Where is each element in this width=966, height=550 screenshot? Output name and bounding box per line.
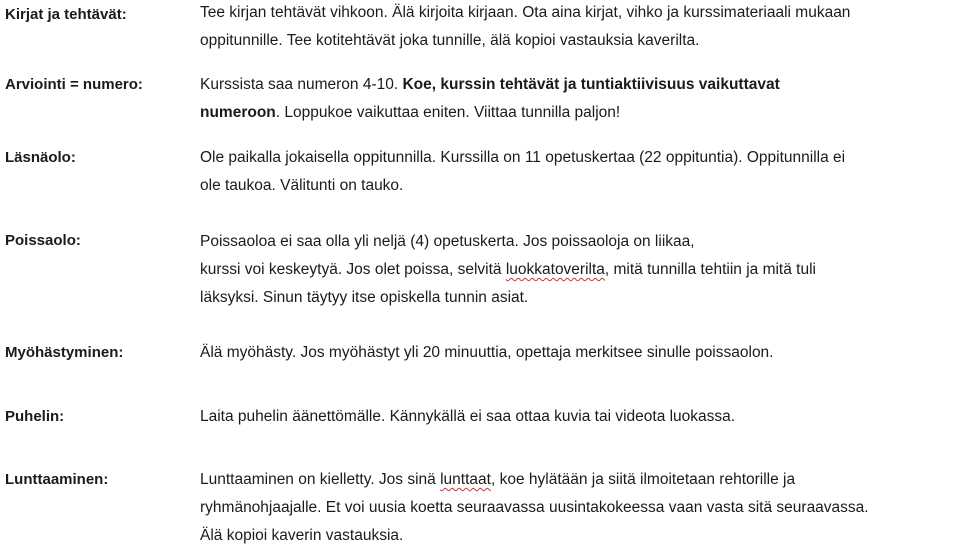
text-run: , koe hylätään ja siitä ilmoitetaan rehtorille ja bbox=[490, 471, 796, 488]
text-run: Lunttaaminen on kielletty. Jos sinä bbox=[200, 471, 441, 488]
description-line: Älä kopioi kaverin vastauksia. bbox=[200, 527, 404, 544]
description-line: Ole paikalla jokaisella oppitunnilla. Kurssilla on 11 opetuskertaa (22 oppituntia). Oppitunnilla ei bbox=[200, 149, 846, 166]
rule-term: Läsnäolo: bbox=[5, 149, 76, 166]
spellcheck-flagged-word[interactable]: lunttaat bbox=[440, 471, 491, 488]
text-run: kurssi voi keskeytyä. Jos olet poissa, selvitä bbox=[200, 261, 506, 278]
rule-description bbox=[200, 403, 964, 431]
description-line: Poissaoloa ei saa olla yli neljä (4) opetuskerta. Jos poissaoloja on liikaa, bbox=[200, 233, 695, 250]
description-line: Laita puhelin äänettömälle. Kännykällä ei saa ottaa kuvia tai videota luokassa. bbox=[200, 408, 736, 425]
description-line bbox=[200, 71, 964, 99]
rule-term: Puhelin: bbox=[5, 408, 65, 425]
rule-description bbox=[200, 71, 964, 127]
rule-term: Poissaolo: bbox=[5, 232, 81, 249]
bold-text-run: Koe, kurssin tehtävät ja tuntiaktiivisuus vaikuttavat bbox=[402, 76, 780, 93]
description-line: ryhmänohjaajalle. Et voi uusia koetta seuraavassa uusintakokeessa vaan vasta sitä seuraavassa. bbox=[200, 499, 869, 516]
rule-term: Lunttaaminen: bbox=[5, 471, 109, 488]
description-line: läksyksi. Sinun täytyy itse opiskella tunnin asiat. bbox=[200, 289, 529, 306]
rule-description bbox=[200, 0, 964, 55]
description-line bbox=[200, 99, 964, 127]
rule-term: Arviointi = numero: bbox=[5, 76, 143, 93]
description-line bbox=[200, 256, 964, 284]
rule-description bbox=[200, 466, 964, 550]
description-line bbox=[200, 466, 964, 494]
bold-text-run: numeroon bbox=[200, 104, 276, 121]
text-run: , mitä tunnilla tehtiin ja mitä tuli bbox=[604, 261, 816, 278]
spellcheck-flagged-word[interactable]: luokkatoverilta bbox=[505, 261, 605, 278]
rule-term: Myöhästyminen: bbox=[5, 344, 124, 361]
description-line: Tee kirjan tehtävät vihkoon. Älä kirjoita kirjaan. Ota aina kirjat, vihko ja kurssimateriaali mukaan bbox=[200, 4, 851, 21]
description-line: Älä myöhästy. Jos myöhästyt yli 20 minuuttia, opettaja merkitsee sinulle poissaolon. bbox=[200, 344, 774, 361]
text-run: . Loppukoe vaikuttaa eniten. Viittaa tunnilla paljon! bbox=[275, 104, 621, 121]
rule-description bbox=[200, 144, 964, 200]
rule-description bbox=[200, 339, 964, 367]
description-line: ole taukoa. Välitunti on tauko. bbox=[200, 177, 404, 194]
rule-description bbox=[200, 228, 964, 312]
text-run: Kurssista saa numeron 4-10. bbox=[200, 76, 403, 93]
rule-term: Kirjat ja tehtävät: bbox=[5, 6, 127, 23]
description-line: oppitunnille. Tee kotitehtävät joka tunnille, älä kopioi vastauksia kaverilta. bbox=[200, 32, 700, 49]
